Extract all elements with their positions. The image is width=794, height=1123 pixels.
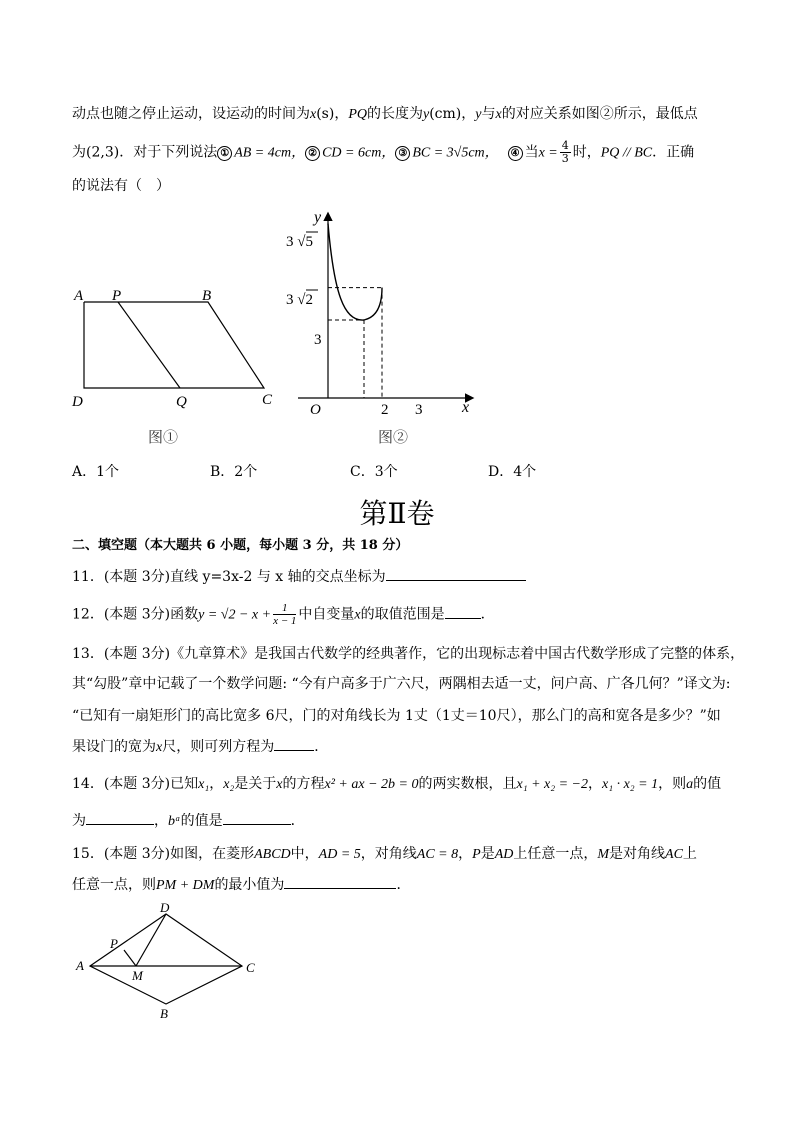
fill-in-header: 二、填空题（本大题共 6 小题，每小题 3 分，共 18 分） [72, 538, 409, 553]
var-pq: PQ [348, 107, 367, 122]
q13-line-4 [72, 736, 328, 758]
rhombus-outline [90, 914, 242, 1004]
intro-text: 时， [572, 144, 601, 161]
q14-text: 的方程 [282, 776, 325, 792]
var-y: y [475, 107, 482, 122]
var-x: x [495, 107, 502, 122]
question-12 [72, 602, 495, 627]
q15-expression: PM + DM [156, 878, 215, 893]
q15-text: 是 [480, 846, 495, 862]
trapezoid-outline [84, 302, 264, 388]
origin-label: O [310, 402, 321, 418]
label-q: Q [176, 394, 187, 410]
intro-line-2 [72, 140, 694, 165]
statement-3-marker: ③ [395, 146, 410, 161]
label-d: D [160, 900, 170, 915]
segment-pq [118, 302, 180, 388]
section-title: 第Ⅱ卷 [359, 497, 435, 530]
rhombus-name: ABCD [254, 847, 291, 862]
q12-end: ． [480, 606, 495, 623]
x-axis-label: x [462, 399, 470, 416]
choices-row [72, 462, 536, 482]
q13-text: 尺，则可列方程为 [162, 739, 275, 755]
q14-sum: x₁ + x₂ = −2 [516, 777, 588, 792]
q15-text: 上任意一点， [513, 846, 598, 862]
q15-ac: AC = 8 [416, 847, 459, 862]
q12-function: y = √2 − x + [198, 607, 272, 623]
q15-text: ，对角线 [360, 846, 417, 862]
statement-1-marker: ① [217, 146, 232, 161]
x-tick-3: 3 [415, 402, 423, 418]
q13-line-3: “已知有一扇矩形门的高比宽多 6尺，门的对角线长为 1丈（1丈＝10尺），那么门的高和宽各是多少？”如 [72, 708, 721, 724]
q14-text: ， [154, 813, 168, 829]
label-c: C [262, 392, 273, 408]
choice-a[interactable]: A．1个 [72, 464, 120, 480]
var-m: M [597, 847, 610, 862]
q15-ad: AD = 5 [318, 847, 361, 862]
segment-ac: AC [665, 847, 683, 862]
q12-answer-blank[interactable] [445, 604, 481, 619]
q12-fraction [273, 602, 296, 627]
statement-1: AB = 4cm， [234, 145, 306, 161]
q14-text: 为 [72, 813, 86, 829]
var-x1: x₁ [198, 777, 210, 792]
q14-equation: x² + ax − 2b = 0 [324, 777, 419, 792]
q12-text: 12．(本题 3分)函数 [72, 606, 199, 623]
var-x2: x₂ [223, 777, 235, 792]
statement-4: PQ // BC [600, 145, 653, 161]
q12-text: 中自变量 [298, 606, 355, 623]
label-c: C [246, 960, 255, 975]
statement-3: BC = 3√5cm， [412, 145, 499, 161]
intro-text: 与 [481, 106, 496, 122]
label-a: A [74, 288, 84, 304]
label-b: B [202, 288, 212, 304]
q15-text: ， [458, 846, 473, 862]
q11-text: 11．(本题 3分)直线 y=3x-2 与 x 轴的交点坐标为 [72, 569, 386, 585]
q12-text: 的取值范围是 [360, 606, 445, 623]
min-point: (2,3) [86, 144, 120, 161]
question-11 [72, 566, 526, 587]
var-a: a [686, 777, 694, 792]
question-15-line-2 [72, 874, 410, 896]
fig-ref: ② [599, 106, 614, 122]
q14-product: x₁ · x₂ = 1 [602, 777, 659, 792]
var-p: P [472, 847, 481, 862]
var-x: x [276, 777, 283, 792]
q15-text: 15．(本题 3分)如图，在菱形 [72, 846, 255, 862]
intro-line-3: 的说法有（ ） [72, 178, 170, 194]
figure-2-caption: 图② [378, 430, 409, 446]
q14-end: ． [290, 813, 305, 829]
q14-text: 的值 [693, 776, 722, 792]
x-tick-2: 2 [381, 402, 389, 418]
q14-text: 是关于 [234, 776, 277, 792]
denominator: x − 1 [273, 615, 297, 627]
q15-answer-blank[interactable] [284, 874, 396, 889]
intro-text: (cm)， [429, 106, 476, 122]
intro-text: ．对于下列说法 [119, 144, 218, 161]
label-m: M [132, 968, 143, 983]
intro-line-1 [72, 104, 698, 125]
intro-text: 的长度为 [367, 106, 423, 122]
q14-text: ， [209, 776, 224, 792]
question-14-line-2 [72, 810, 305, 832]
y-tick-3root2: 3 √2 [286, 292, 313, 308]
q11-answer-blank[interactable] [386, 566, 526, 581]
numerator: 1 [273, 602, 296, 615]
q14-text: ，则 [658, 776, 687, 792]
label-p: P [110, 936, 118, 951]
q15-text: 的最小值为 [214, 877, 285, 893]
var-x: x [354, 607, 361, 623]
intro-text: 所示，最低点 [613, 106, 698, 122]
q14-text: ， [588, 776, 602, 792]
statement-2-marker: ② [305, 146, 320, 161]
y-tick-3root5: 3 √5 [286, 234, 313, 250]
choice-b[interactable]: B．2个 [210, 464, 258, 480]
q14-text: 的两实数根，且 [418, 776, 517, 792]
q13-line-2: 其“勾股”章中记载了一个数学问题: “今有户高多于广六尺，两隅相去适一丈，问户高、广各几何？”译文为: [72, 676, 731, 692]
intro-text: (s)， [316, 106, 349, 122]
figure-3 [72, 900, 272, 1030]
q13-text: 果设门的宽为 [72, 739, 156, 755]
segment-dm [136, 914, 166, 966]
choice-d[interactable]: D．4个 [488, 464, 537, 480]
q14-answer-blank-2[interactable] [223, 810, 291, 825]
intro-text: 动点也随之停止运动，设运动的时间为 [72, 106, 310, 122]
q15-text: 是对角线 [609, 846, 666, 862]
q15-text: 中， [290, 846, 319, 862]
segment-pm [124, 950, 136, 966]
question-14-line-1 [72, 774, 721, 795]
q14-text: 14．(本题 3分)已知 [72, 776, 199, 792]
intro-text: ．正确 [652, 144, 695, 161]
y-axis-label: y [314, 209, 322, 226]
question-15-line-1 [72, 844, 697, 865]
numerator: 4 [561, 139, 569, 152]
label-b: B [160, 1006, 168, 1021]
var-x: x [156, 740, 163, 755]
q14-text: 的值是 [180, 813, 223, 829]
intro-text: 为 [72, 144, 86, 161]
var-y: y [423, 107, 430, 122]
q15-text: 上 [682, 846, 697, 862]
y-tick-3: 3 [314, 332, 322, 348]
label-p: P [112, 288, 122, 304]
var-x: x [310, 107, 317, 122]
intro-text: 的对应关系如图 [501, 106, 600, 122]
label-a: A [76, 958, 84, 973]
q15-end: ． [396, 877, 411, 893]
segment-ad: AD [494, 847, 514, 862]
fraction-4-3 [560, 140, 571, 165]
q13-end: ． [314, 739, 329, 755]
q15-text: 任意一点，则 [72, 877, 156, 893]
statement-2: CD = 6cm， [322, 145, 396, 161]
statement-4-marker: ④ [508, 146, 523, 161]
q14-answer-blank-1[interactable] [86, 810, 154, 825]
label-d: D [72, 394, 83, 410]
figure-2 [280, 208, 480, 452]
function-curve [328, 224, 382, 321]
q13-line-1: 13．(本题 3分)《九章算术》是我国古代数学的经典著作，它的出现标志着中国古代数学形成了完整的体系， [72, 646, 745, 662]
q13-answer-blank[interactable] [274, 736, 314, 751]
choice-c[interactable]: C．3个 [350, 464, 398, 480]
var-x: x = [538, 145, 558, 161]
figure-1 [68, 282, 288, 452]
denominator: 3 [561, 152, 569, 165]
intro-text: 当 [524, 144, 539, 161]
b-power-a: bᵃ [168, 814, 181, 829]
figure-1-caption: 图① [148, 430, 179, 446]
